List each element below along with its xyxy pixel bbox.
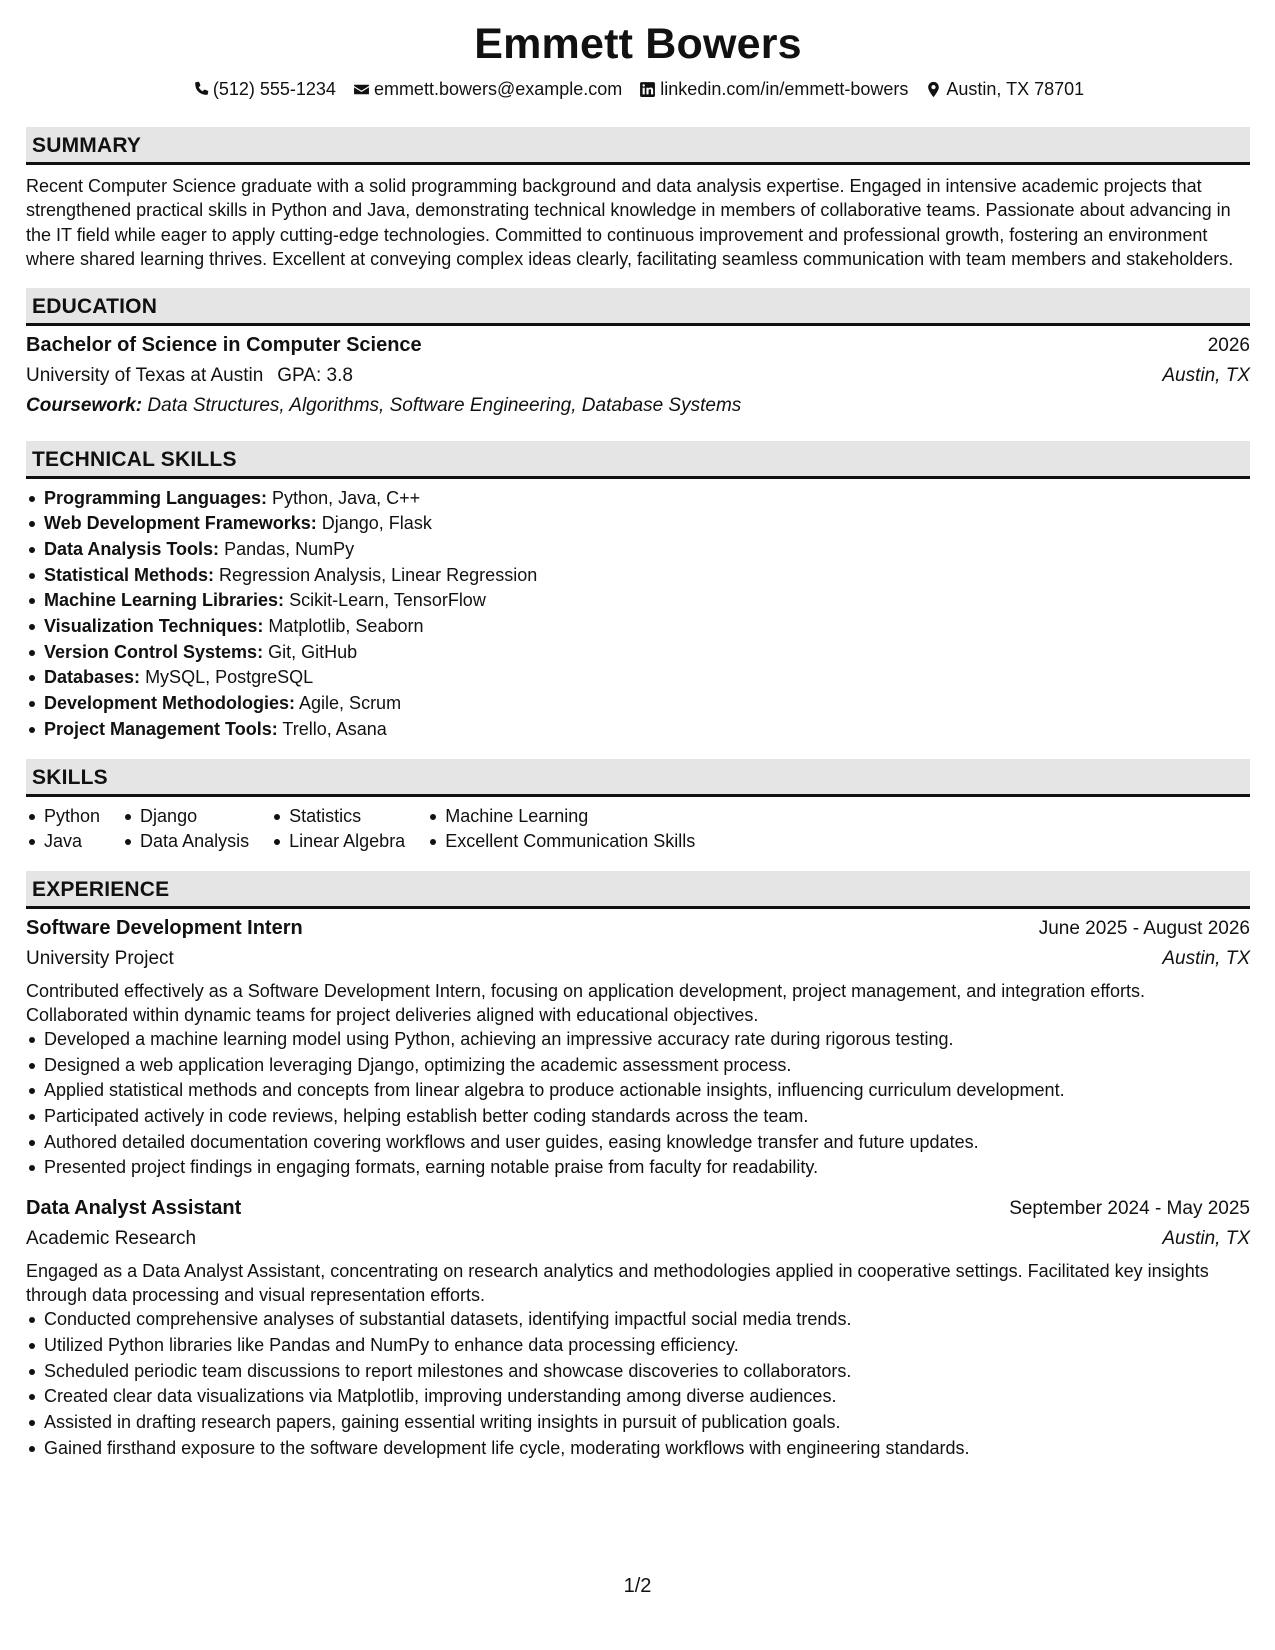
coursework-label: Coursework: <box>26 394 143 416</box>
skill-item: Machine Learning <box>427 804 695 830</box>
list-item: Presented project findings in engaging formats, earning notable praise from faculty for readability. <box>26 1155 1250 1181</box>
location-text: Austin, TX 78701 <box>946 79 1085 99</box>
skill-item: Statistics <box>271 804 405 830</box>
list-item: Developed a machine learning model using Python, achieving an impressive accuracy rate during rigorous testing. <box>26 1027 1250 1053</box>
list-item: Created clear data visualizations via Matplotlib, improving understanding among diverse audiences. <box>26 1384 1250 1410</box>
skills-column <box>427 804 695 855</box>
skills-column <box>26 804 100 855</box>
list-item: Assisted in drafting research papers, gaining essential writing insights in pursuit of publication goals. <box>26 1410 1250 1436</box>
linkedin-text[interactable]: linkedin.com/in/emmett-bowers <box>660 79 909 99</box>
job-location: Austin, TX <box>1162 947 1250 969</box>
list-item: Project Management Tools: Trello, Asana <box>26 717 1250 743</box>
linkedin-icon <box>639 81 656 98</box>
contact-phone <box>192 77 336 102</box>
list-item: Participated actively in code reviews, helping establish better coding standards across the team. <box>26 1104 1250 1130</box>
coursework-list: Data Structures, Algorithms, Software Engineering, Database Systems <box>147 394 742 416</box>
summary-text: Recent Computer Science graduate with a solid programming background and data analysis expertise. Engaged in intensive academic projects that strengthened practical skills in Python and Java, demonstrating technical knowledge in members of collaborative teams. Passionate about advancing in the IT field while eager to apply cutting-edge technologies. Committed to continuous improvement and professional growth, fostering an environment where shared learning thrives. Excellent at conveying complex ideas clearly, facilitating seamless communication with team members and stakeholders. <box>26 175 1234 269</box>
job-title: Software Development Intern <box>26 916 303 939</box>
summary-heading: SUMMARY <box>26 127 1250 165</box>
list-item: Scheduled periodic team discussions to report milestones and showcase discoveries to collaborators. <box>26 1359 1250 1385</box>
envelope-icon <box>353 81 370 98</box>
school-location: Austin, TX <box>1162 364 1250 386</box>
page-number: 1/2 <box>623 1575 652 1597</box>
job-bullets <box>26 1307 1250 1461</box>
skills-column <box>122 804 249 855</box>
school-name-line <box>26 361 353 391</box>
experience-entry <box>26 1193 1250 1461</box>
contact-linkedin[interactable] <box>639 77 908 102</box>
map-marker-icon <box>925 81 942 98</box>
list-item: Conducted comprehensive analyses of substantial datasets, identifying impactful social media trends. <box>26 1307 1250 1333</box>
job-organization: University Project <box>26 947 174 969</box>
list-item: Gained firsthand exposure to the software development life cycle, moderating workflows with engineering standards. <box>26 1436 1250 1462</box>
skill-item: Java <box>26 829 100 855</box>
contact-location <box>925 77 1084 102</box>
skill-item: Linear Algebra <box>271 829 405 855</box>
skill-item: Python <box>26 804 100 830</box>
experience-heading: EXPERIENCE <box>26 871 1250 909</box>
list-item: Authored detailed documentation covering workflows and user guides, easing knowledge transfer and future updates. <box>26 1130 1250 1156</box>
job-bullets <box>26 1027 1250 1181</box>
contact-bar <box>26 77 1250 102</box>
gpa: GPA: 3.8 <box>277 364 353 386</box>
list-item: Web Development Frameworks: Django, Flask <box>26 511 1250 537</box>
job-dates: September 2024 - May 2025 <box>1009 1198 1250 1220</box>
technical-skills-heading: TECHNICAL SKILLS <box>26 441 1250 479</box>
job-location: Austin, TX <box>1162 1228 1250 1250</box>
list-item: Visualization Techniques: Matplotlib, Seaborn <box>26 614 1250 640</box>
list-item: Programming Languages: Python, Java, C++ <box>26 486 1250 512</box>
list-item: Designed a web application leveraging Django, optimizing the academic assessment process. <box>26 1053 1250 1079</box>
skill-item: Data Analysis <box>122 829 249 855</box>
list-item: Development Methodologies: Agile, Scrum <box>26 691 1250 717</box>
list-item: Data Analysis Tools: Pandas, NumPy <box>26 537 1250 563</box>
job-organization: Academic Research <box>26 1228 197 1250</box>
education-entry <box>26 330 1250 421</box>
experience-entry <box>26 913 1250 1181</box>
school-name: University of Texas at Austin <box>26 364 264 386</box>
list-item: Applied statistical methods and concepts from linear algebra to produce actionable insights, influencing curriculum development. <box>26 1078 1250 1104</box>
candidate-name: Emmett Bowers <box>474 20 802 68</box>
degree-title: Bachelor of Science in Computer Science <box>26 333 422 356</box>
skills-grid <box>26 804 1250 855</box>
email-text[interactable]: emmett.bowers@example.com <box>373 79 623 99</box>
graduation-year: 2026 <box>1207 334 1250 356</box>
list-item: Version Control Systems: Git, GitHub <box>26 640 1250 666</box>
list-item: Utilized Python libraries like Pandas and NumPy to enhance data processing efficiency. <box>26 1333 1250 1359</box>
skills-heading: SKILLS <box>26 759 1250 797</box>
coursework-line <box>26 391 1250 421</box>
phone-text: (512) 555-1234 <box>212 79 336 99</box>
skills-column <box>271 804 405 855</box>
education-heading: EDUCATION <box>26 288 1250 326</box>
skill-item: Django <box>122 804 249 830</box>
list-item: Machine Learning Libraries: Scikit-Learn, TensorFlow <box>26 588 1250 614</box>
job-title: Data Analyst Assistant <box>26 1197 242 1220</box>
technical-skills-list <box>26 486 1250 743</box>
skill-item: Excellent Communication Skills <box>427 829 695 855</box>
resume-page <box>26 18 1250 1461</box>
phone-icon <box>192 81 209 98</box>
list-item: Databases: MySQL, PostgreSQL <box>26 665 1250 691</box>
job-description: Engaged as a Data Analyst Assistant, concentrating on research analytics and methodologies applied in cooperative settings. Facilitated key insights through data processing and visual representation efforts. <box>26 1261 1209 1306</box>
job-dates: June 2025 - August 2026 <box>1038 917 1250 939</box>
list-item: Statistical Methods: Regression Analysis, Linear Regression <box>26 563 1250 589</box>
contact-email[interactable] <box>353 77 622 102</box>
job-description: Contributed effectively as a Software Development Intern, focusing on application development, project management, and integration efforts. Collaborated within dynamic teams for project deliveries aligned with educational objectives. <box>26 980 1145 1025</box>
